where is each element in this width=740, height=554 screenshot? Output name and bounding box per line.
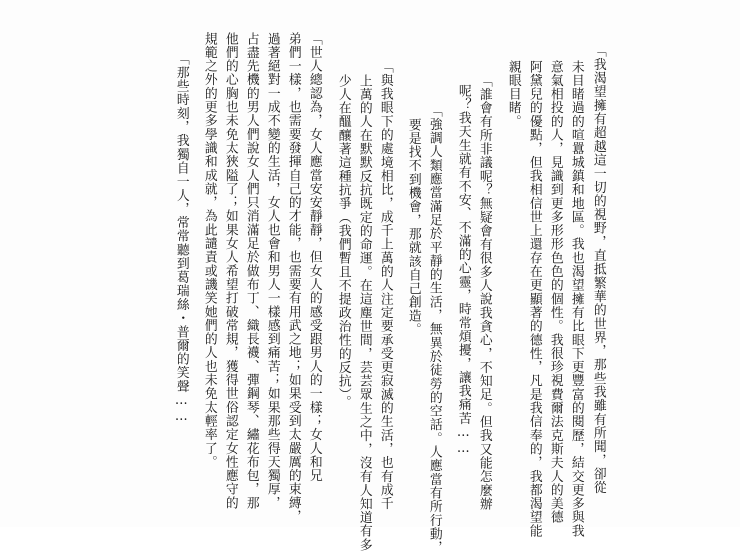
text-column: 未目睹過的喧囂城鎮和地區。我也渴望擁有比眼下更豐富的閱歷，結交更多與我 [568,60,584,538]
text-column: 「強調人類應當滿足於平靜的生活，無異於徒勞的空話。人應當有所行動， [426,104,442,554]
text-column: 他們的心胸也未免太狹隘了；如果女人希望打破常規，獲得世俗認定女性應守的 [222,32,238,510]
text-column: 呢？我天生就有不安、不滿的心靈，時常煩擾，讓我痛苦…… [455,84,471,457]
text-column: 「誰會有所非議呢？無疑會有很多人說我貪心，不知足。但我又能怎麼辦 [476,74,492,511]
text-column: 規範之外的更多學識和成就，為此譴責或譏笑她們的人也未免太輕率了。 [201,32,217,469]
text-column: 弟們一樣，也需要發揮自己的才能，也需要有用武之地；如果受到太嚴厲的束縛， [285,32,301,524]
text-column: 占盡先機的男人們說女人們只消滿足於做布丁、織長襪、彈鋼琴、繡花布包，那 [243,32,259,510]
text-column: 少人在醞釀著這種抗爭（我們暫且不提政治性的反抗）。 [335,74,351,409]
text-column: 「那些時刻，我獨自一人，常常聽到葛瑞絲・普爾的笑聲…… [173,52,189,425]
text-column: 意氣相投的人，見識到更多形形色色的個性。我很珍視費爾法克斯夫人的美德 [547,60,563,525]
text-column: 「與我眼下的處境相比，成千上萬的人注定要承受更寂滅的生活，也有成千 [377,60,393,511]
text-column: 「我渴望擁有超越這一切的視野，直抵繁華的世界，那些我雖有所聞，卻從 [590,44,606,495]
text-column: 過著絕對一成不變的生活，女人也會和男人一樣感到痛苦；如果那些得天獨厚， [264,32,280,510]
text-column: 要是找不到機會，那就該自己創造。 [405,118,421,337]
text-column: 「世人總認為，女人應當安安靜靜，但女人的感受跟男人的一樣；女人和兄 [306,32,322,483]
text-column: 阿黛兒的優點，但我相信世上還存在更顯著的德性，凡是我信奉的，我都渴望能 [526,60,542,538]
text-column: 親眼目睹。 [505,60,521,129]
text-column: 上萬的人在默默反抗既定的命運。在這塵世間，芸芸眾生之中，沒有人知道有多 [356,74,372,552]
